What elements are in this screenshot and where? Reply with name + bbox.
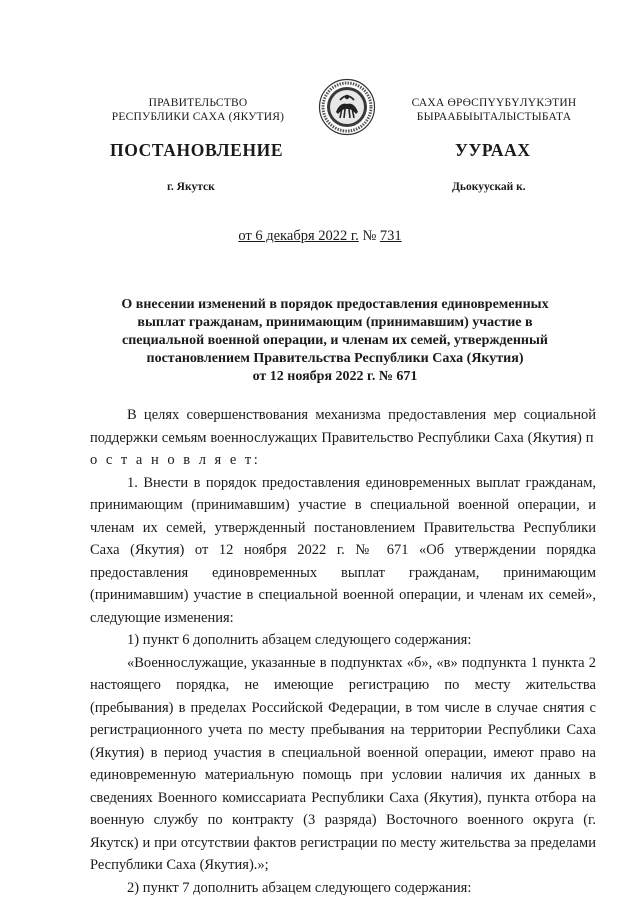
title-postanovlenie: ПОСТАНОВЛЕНИЕ: [110, 140, 284, 160]
city-dyokuuskai: Дьокуускай к.: [452, 181, 526, 193]
city-yakutsk: г. Якутск: [167, 181, 215, 193]
decree-number: 731: [379, 228, 402, 244]
body-paragraph-subitem-2: 2) пункт 7 дополнить абзацем следующего содержания:: [127, 879, 472, 896]
decree-body: [90, 404, 596, 899]
body-paragraph-subitem-1: 1) пункт 6 дополнить абзацем следующего содержания:: [127, 632, 472, 648]
header-left-line1: ПРАВИТЕЛЬСТВО: [148, 97, 248, 109]
decree-subject: [100, 296, 570, 386]
header-right-line2: БЫРААБЫЫТАЛЫСТЫБАТА: [416, 111, 572, 123]
header-right: [384, 96, 604, 124]
header-left-line2: РЕСПУБЛИКИ САХА (ЯКУТИЯ): [111, 111, 285, 123]
subject-line: О внесении изменений в порядок предоставления единовременных: [121, 297, 549, 312]
decree-date-number: [0, 228, 640, 245]
subject-line: от 12 ноября 2022 г. № 671: [252, 369, 418, 384]
header-right-line1: САХА ӨРӨСПҮҮБҮЛҮКЭТИН: [411, 97, 577, 109]
decree-number-label: №: [362, 228, 377, 244]
subject-line: специальной военной операции, и членам их семей, утвержденный: [122, 333, 548, 348]
title-uuraah: УУРААХ: [455, 140, 531, 160]
body-paragraph-quote: «Военнослужащие, указанные в подпунктах «б», «в» подпункта 1 пункта 2 настоящего порядка, не имеющие регистрацию по месту жительства (пребывания) в пределах Российской Федерации, в том числе в случае снятия с регистрационного учета по месту пребывания на территории Республики Саха (Якутия) в период участия в специальной военной операции, имеют право на единовременную материальную помощь при условии наличия их данных в сведениях Военного комиссариата Республики Саха (Якутия), пункта отбора на военную службу по контракту (3 разряда) Восточного военного округа (г. Якутск) и при отсутствии фактов регистрации по месту жительства за пределами Республики Саха (Якутия).»;: [90, 654, 596, 873]
body-paragraph-item-1: 1. Внести в порядок предоставления единовременных выплат гражданам, принимающим (принимавшим) участие в специальной военной операции, и членам их семей, утвержденный постановлением Правительства Республики Саха (Якутия) от 12 ноября 2022 г. № 671 «Об утверждении порядка предоставления единовременных выплат гражданам, принимающим (принимавшим) участие в специальной военной операции, и членам их семей», следующие изменения:: [90, 474, 596, 626]
header-left: [88, 96, 308, 124]
body-paragraph-preamble: [90, 404, 596, 472]
subject-line: постановлением Правительства Республики Саха (Якутия): [146, 351, 524, 366]
subject-line: выплат гражданам, принимающим (принимавшим) участие в: [137, 315, 533, 330]
coat-of-arms-icon: [318, 78, 376, 136]
decree-date: от 6 декабря 2022 г.: [238, 228, 359, 244]
preamble-text: В целях совершенствования механизма предоставления мер социальной поддержки семьям военнослужащих Правительство Республики Саха (Якутия): [90, 407, 596, 446]
resolves-text: п о с т а н о в л я е т:: [90, 429, 596, 468]
